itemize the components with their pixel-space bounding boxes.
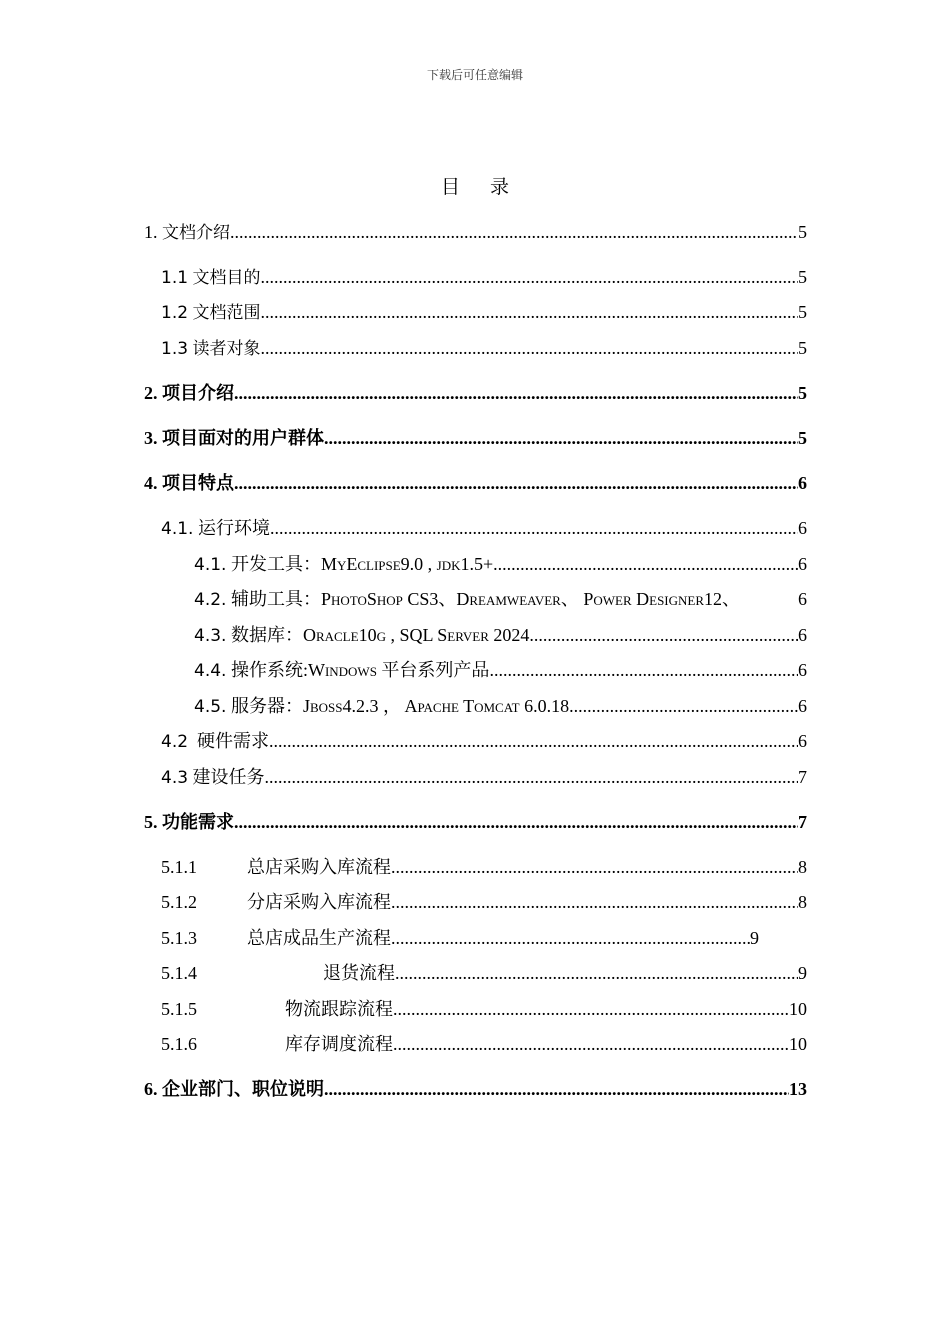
toc-leader-dots [489,658,798,682]
toc-entry-4-3[interactable] [161,765,807,789]
toc-leader-dots [234,471,798,495]
header-note: 下载后可任意编辑 [426,68,523,82]
toc-entry-page: 6 [798,696,807,716]
toc-entry-number: 5.1.4 [161,963,197,983]
toc-entry-number: 4.1. [161,519,194,539]
toc-entry-1[interactable] [144,220,807,244]
toc-leader-dots [261,265,798,289]
toc-leader-dots [393,997,789,1021]
toc-leader-dots [324,1077,789,1101]
toc-entry-page: 5 [798,267,807,287]
toc-entry-4-5-server[interactable] [194,694,807,718]
toc-entry-5-1-5[interactable] [161,997,807,1021]
toc-entry-number: 1.1 [161,268,189,288]
toc-leader-dots [391,926,750,950]
toc-entry-number: 4.3 [161,768,189,788]
toc-entry-text: 数据库：Oracle10g , SQL Server 2024 [230,625,530,645]
toc-title: 目录 [440,176,539,198]
toc-entry-page: 7 [798,812,807,832]
toc-entry-text: 操作系统:Windows 平台系列产品 [230,660,490,680]
toc-leader-dots [261,300,798,324]
toc-entry-text: 项目特点 [162,473,234,493]
toc-entry-text: 企业部门、职位说明 [162,1079,324,1099]
toc-leader-dots [234,381,798,405]
toc-leader-dots [230,220,798,244]
toc-entry-page: 9 [798,963,807,983]
toc-entry-number: 5.1.1 [161,857,197,877]
toc-entry-text: 物流跟踪流程 [285,999,393,1019]
toc-entry-number: 4. [144,473,158,493]
toc-entry-4-2[interactable] [161,729,807,753]
toc-entry-number: 5.1.2 [161,892,197,912]
toc-entry-page: 6 [798,731,807,751]
toc-entry-text: 库存调度流程 [285,1034,393,1054]
toc-entry-number: 4.1. [194,555,227,575]
toc-entry-number: 4.2. [194,590,227,610]
toc-entry-number: 2. [144,383,158,403]
toc-entry-text: 建设任务 [192,767,265,787]
toc-entry-number: 5.1.6 [161,1034,197,1054]
toc-leader-dots [270,516,798,540]
toc-entry-text: 文档目的 [192,268,261,288]
toc-entry-page: 7 [798,767,807,787]
toc-entry-text: 运行环境 [197,518,270,538]
toc-entry-number: 4.3. [194,626,227,646]
toc-entry-page: 5 [798,222,807,242]
toc-entry-3[interactable] [144,426,807,450]
toc-entry-page: 6 [798,660,807,680]
toc-entry-page: 8 [798,857,807,877]
toc-leader-dots [391,855,798,879]
toc-entry-page: 5 [798,383,807,403]
toc-entry-text: 退货流程 [323,963,395,983]
toc-entry-text: 总店成品生产流程 [247,928,391,948]
toc-entry-text: 项目介绍 [162,383,234,403]
toc-entry-text: 总店采购入库流程 [247,857,391,877]
toc-entry-text: 分店采购入库流程 [247,892,391,912]
toc-entry-5-1-3[interactable] [161,926,807,950]
toc-entry-5-1-1[interactable] [161,855,807,879]
toc-entry-page: 6 [798,589,807,609]
toc-entry-1-1[interactable] [161,265,807,289]
toc-entry-text: 硬件需求 [197,731,270,751]
toc-leader-dots [269,729,798,753]
toc-leader-dots [569,694,798,718]
toc-entry-number: 6. [144,1079,158,1099]
toc-entry-number: 5.1.3 [161,928,197,948]
toc-entry-5-1-6[interactable] [161,1032,807,1056]
toc-entry-number: 4.5. [194,697,227,717]
toc-entry-page: 9 [750,928,759,948]
toc-entry-text: 服务器：Jboss4.2.3 ， Apache Tomcat 6.0.18 [230,696,570,716]
toc-leader-dots [493,552,798,576]
toc-entry-text: 读者对象 [192,339,261,359]
toc-entry-number: 1.2 [161,303,189,323]
toc-leader-dots [395,961,798,985]
toc-entry-page: 6 [798,554,807,574]
toc-leader-dots [261,336,798,360]
toc-entry-text: 项目面对的用户群体 [162,428,324,448]
toc-entry-4-2-aux-tools[interactable] [194,587,807,611]
toc-entry-page: 5 [798,428,807,448]
toc-entry-number: 3. [144,428,158,448]
toc-entry-number: 5. [144,812,158,832]
toc-entry-page: 8 [798,892,807,912]
toc-entry-page: 6 [798,473,807,493]
toc-entry-4-1[interactable] [161,516,807,540]
toc-leader-dots [265,765,798,789]
toc-entry-number: 5.1.5 [161,999,197,1019]
toc-entry-text: 开发工具：MyEclipse9.0 , jdk1.5+ [230,554,494,574]
toc-entry-page: 5 [798,338,807,358]
toc-entry-2[interactable] [144,381,807,405]
toc-leader-dots [529,623,798,647]
toc-entry-4[interactable] [144,471,807,495]
toc-entry-page: 13 [789,1079,807,1099]
toc-entry-text: 文档范围 [192,303,261,323]
toc-entry-1-3[interactable] [161,336,807,360]
toc-entry-number: 1. [144,222,158,242]
toc-entry-page: 6 [798,625,807,645]
toc-entry-text: 辅助工具：PhotoShop CS3、Dreamweaver、 Power Designer12、 [230,589,741,609]
toc-entry-page: 10 [789,999,807,1019]
toc-entry-page: 10 [789,1034,807,1054]
toc-entry-number: 4.2 [161,732,189,752]
toc-leader-dots [393,1032,789,1056]
toc-entry-text: 功能需求 [162,812,234,832]
toc-entry-number: 4.4. [194,661,227,681]
toc-entry-6[interactable] [144,1077,807,1101]
toc-leader-dots [234,810,798,834]
toc-entry-5-1-4[interactable] [161,961,807,985]
toc-entry-4-4-os[interactable] [194,658,807,682]
toc-entry-5[interactable] [144,810,807,834]
toc-leader-dots [324,426,798,450]
toc-entry-4-1-dev-tools[interactable] [194,552,807,576]
toc-entry-4-3-database[interactable] [194,623,807,647]
toc-entry-number: 1.3 [161,339,189,359]
toc-entry-5-1-2[interactable] [161,890,807,914]
toc-entry-text: 文档介绍 [162,223,230,243]
toc-leader-dots [391,890,798,914]
toc-entry-page: 5 [798,302,807,322]
toc-entry-page: 6 [798,518,807,538]
toc-entry-1-2[interactable] [161,300,807,324]
